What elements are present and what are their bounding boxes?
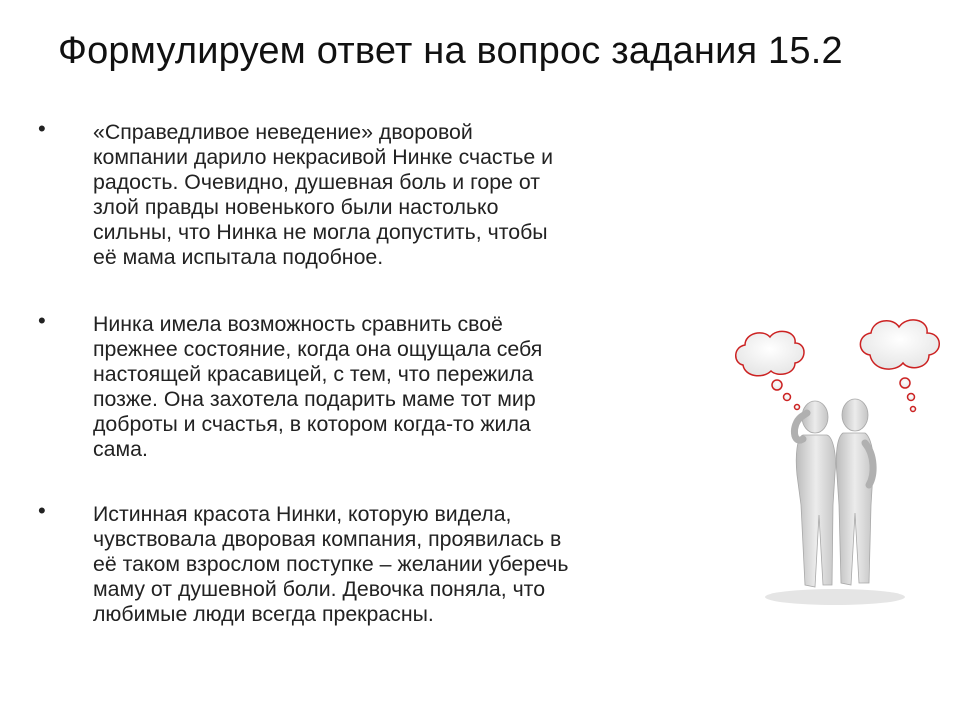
bullet-mark: • (38, 116, 46, 141)
bullet-mark: • (38, 498, 46, 523)
figure-right (836, 399, 873, 585)
bullet-text: Нинка имела возможность сравнить своё прежнее состояние, когда она ощущала себя настоящей красавицей, с тем, что пережила позже. Она захотела подарить маме тот мир доброты и счастья, в котором когда-то жила сама. (93, 312, 543, 461)
figure-left (794, 401, 835, 587)
slide-title: Формулируем ответ на вопрос задания 15.2 (58, 30, 843, 72)
two-figures-thought-bubbles-icon (715, 305, 960, 620)
bullet-text: «Справедливое неведение» дворовой компании дарило некрасивой Нинке счастье и радость. Очевидно, душевная боль и горе от злой правды новенького были настолько сильны, что Нинка не могла допустить, чтобы её мама испытала подобное. (93, 120, 554, 269)
bullet-text: Истинная красота Нинки, которую видела, чувствовала дворовая компания, проявилась в её таком взрослом поступке – желании уберечь маму от душевной боли. Девочка поняла, что любимые люди всегда прекрасны. (93, 502, 569, 626)
thought-bubble-left (736, 331, 804, 409)
thought-bubble-right (860, 320, 939, 412)
bullet-mark: • (38, 308, 46, 333)
